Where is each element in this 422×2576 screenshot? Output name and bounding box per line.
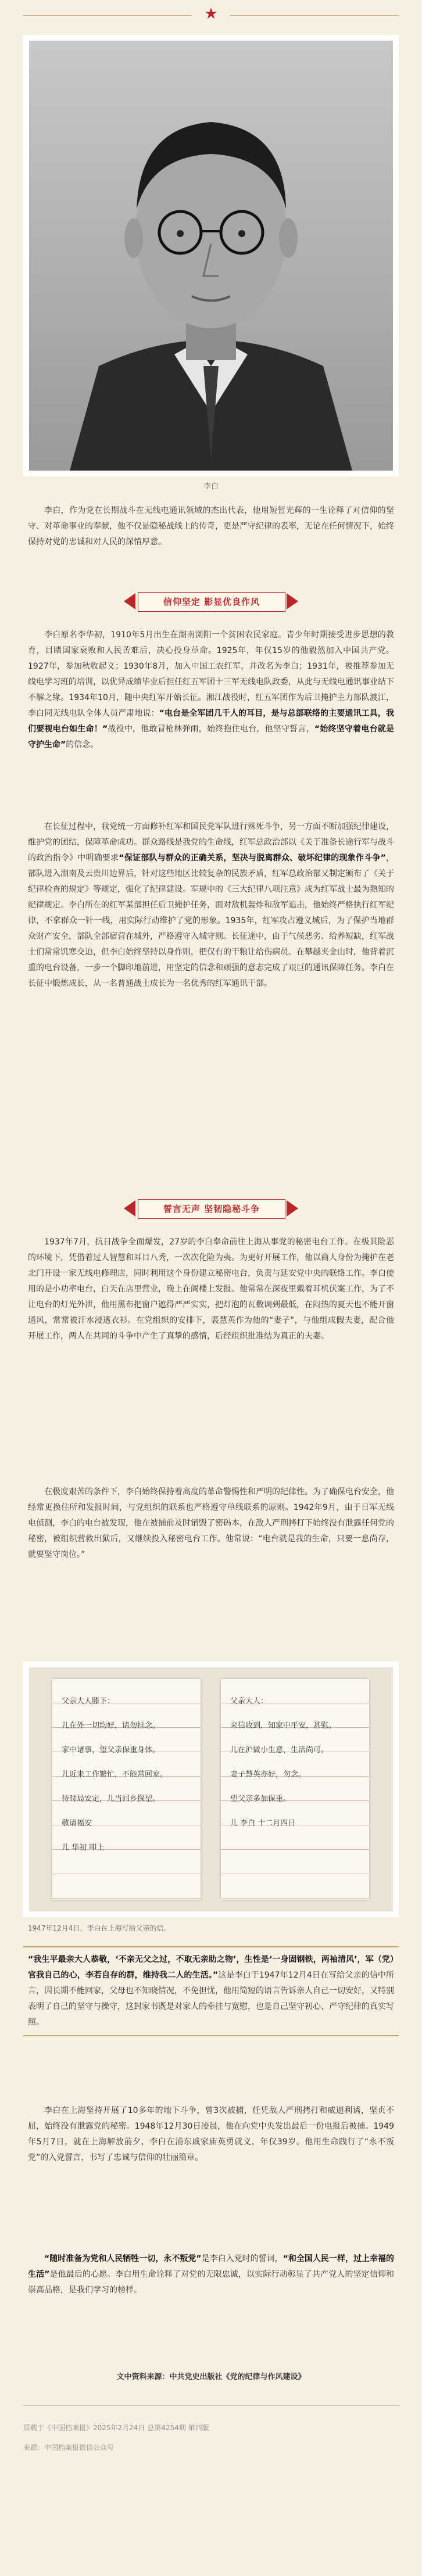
quote-block — [23, 1946, 399, 2036]
letter-right — [221, 1679, 369, 1900]
letter-left-line: 儿在外一切均好，请勿挂念。 — [62, 1721, 160, 1730]
s2-p1-text: 1937年7月，抗日战争全面爆发，27岁的李白奉命前往上海从事党的秘密电台工作。在极其险恶的环境下，凭借着过人智慧和耳目八秀，一次次化险为夷。为更好开展工作，他以商人身份为掩护在老北门开设一家无线电修理店，同时利用这个身份建立秘密电台，负责与延安党中央的联络工作。李白使用的是小功率电台，白天在店里营业，晚上在阁楼上发报。他常常在深夜里戴着耳机伏案工作，为了不让电台的灯光外泄，他用黑布把窗户遮得严严实实，把灯泡的瓦数调到最低，在闷热的夏天也不能开窗通风，常常被汗水浸透衣衫。在党组织的安排下，裘慧英作为他的“妻子”，与他组成假夫妻，配合他开展工作，两人在共同的斗争中产生了真挚的感情，后经组织批准结为真正的夫妻。 — [28, 1237, 394, 1341]
letter-left-lines — [62, 1689, 191, 1860]
s2-p2-text: 在极度艰苦的条件下，李白始终保持着高度的革命警惕性和严明的纪律性。为了确保电台安全，他经常更换住所和发报时间，与党组织的联系也严格遵守单线联系的原则。1942年9月，由于日军无线电侦测，李白的电台被发现，他在被捕前及时销毁了密码本，在敌人严刑拷打下始终没有泄露任何党的秘密，被组织营救出狱后，又继续投入秘密电台工作。他常说：“电台就是我的生命，只要一息尚存，就要坚守岗位。” — [28, 1487, 394, 1559]
quote-paragraph — [28, 1952, 394, 2030]
s1-p2-quote: 《三大纪律八项注意》 — [223, 885, 305, 894]
section2-paragraph-1 — [28, 1235, 394, 1344]
top-ornament — [0, 0, 422, 30]
intro-paragraph — [28, 503, 394, 550]
footer-editor: 来源：中国档案报微信公众号 — [23, 2444, 115, 2452]
closing-paragraph-1 — [28, 2103, 394, 2166]
section-banner-1 — [124, 590, 298, 613]
letter-right-lines — [230, 1689, 360, 1836]
photo-caption: 李白 — [203, 482, 219, 491]
s1-p2-text: 在长征过程中，我党统一方面修补红军和国民党军队进行殊死斗争，另一方面不断加强纪律建设，维护党的团结，保障革命成功。群众路线是我党的生命线，红军总政治部以《关于准备长途行军与战斗的政治指令》中明确要求 — [28, 822, 394, 863]
letter-left-line: 待时局安定，儿当回乡探望。 — [62, 1795, 160, 1803]
section-title-1: 信仰坚定 影显优良作风 — [138, 592, 285, 612]
letter-right-line: 来信收到，知家中平安，甚慰。 — [230, 1721, 337, 1730]
ornament-line-right — [230, 15, 399, 16]
letter-right-line: 望父亲多加保重。 — [230, 1795, 291, 1803]
letter-left — [52, 1679, 201, 1900]
footer-divider — [23, 2405, 399, 2406]
banner-wing-right — [287, 1200, 298, 1217]
s1-p1-bold: “电台是全军团几千人的耳目，是与总部联络的主要通讯工具，我们要视电台如生命！” — [28, 709, 395, 734]
letter-left-line: 家中诸事，望父亲保重身体。 — [62, 1746, 160, 1755]
letters-photo — [23, 1662, 399, 1917]
s1-p2-end: ，部队进入湖南及云贵川边界后，针对这些地区比较复杂的民族矛盾，红军总政治部又制定颁布了《关于纪律检查的规定》等规定，强化了纪律建设。军规中的 — [28, 853, 395, 894]
closing-p2-text: 是李白入党时的誓词， — [201, 2254, 283, 2263]
section-banner-2 — [124, 1197, 298, 1220]
portrait-photo — [23, 35, 399, 476]
closing-p2-bold: “随时准备为党和人民牺牲一切，永不叛党” — [44, 2254, 202, 2263]
section-title-2: 誓言无声 坚韧隐秘斗争 — [138, 1199, 285, 1219]
letter-left-line: 父亲大人膝下： — [62, 1697, 115, 1706]
letters-caption: 1947年12月4日，李白在上海写给父亲的信。 — [28, 1924, 171, 1932]
closing-p2-bold2: “和全国人民一样，过上幸福的生活” — [28, 2254, 395, 2279]
letter-right-line: 妻子慧英亦好，勿念。 — [230, 1770, 306, 1779]
banner-wing-right — [287, 593, 298, 609]
quote-bold: “我生平最亲大人恭敬，‘不亲无父之过，不取无亲助之物’，生性是‘一身固钢铁，两袖清风’，军（党）官我自己的心，李若自存的群，维持我二人的生活。” — [28, 1955, 394, 1980]
letter-left-line: 儿 华初 叩上 — [62, 1843, 105, 1852]
star-emblem-icon: ★ — [204, 5, 218, 23]
intro-text: 李白，作为党在长期战斗在无线电通讯领域的杰出代表，他用短暂光辉的一生诠释了对信仰的坚守、对革命事业的奉献，他不仅是隐秘战线上的传奇，更是严守纪律的表率，无论在任何情况下，始终保持对党的忠诚和对人民的深情厚意。 — [28, 506, 394, 547]
source-note: 文中资料来源：中共党史出版社《党的纪律与作风建设》 — [116, 2373, 306, 2381]
closing-p2-end: 是他最后的心愿。李白用生命诠释了对党的无限忠诚，以实际行动彰显了共产党人的坚定信仰和崇高品格，是我们学习的榜样。 — [28, 2270, 394, 2295]
s1-p2-end2: 成为红军战士最为熟知的纪律规定。李白所在的红军某部担任后卫掩护任务，面对敌机轰炸和敌军追击，他始终严格执行红军纪律，不拿群众一针一线，用实际行动维护了党的形象。1935年，红军攻占遵义城后，为了保护当地群众财产安全，部队全部宿营在城外，严格遵守入城守则。长征途中，由于气候恶劣、给养短缺，红军战士们常常饥寒交迫，但李白始终坚持以身作则，把仅有的干粮让给伤病员。在攀越夹金山时，他背着沉重的电台设备，一步一个脚印地前进，用坚定的信念和顽强的意志完成了艰巨的通讯保障任务。李白在长征中锻炼成长，从一名普通战士成长为一名优秀的红军通讯干部。 — [28, 885, 394, 988]
banner-wing-left — [124, 1200, 135, 1217]
section1-paragraph-2 — [28, 819, 394, 992]
quote-text: 这是李白于1947年12月4日在写给父亲的信中所言，因长期不能回家，父母也不知晓情况，不免担忧，他用简短的语言告诉亲人自己一切安好，又特别表明了自己的坚守与操守，这封家书既是对家人的牵挂与宽慰，也是自己坚守初心、严守纪律的真实写照。 — [28, 1971, 394, 2027]
ornament-line-left — [23, 15, 192, 16]
letter-right-line: 儿在沪做小生意，生活尚可。 — [230, 1746, 329, 1755]
letter-left-line: 儿近来工作繁忙，不能常回家。 — [62, 1770, 168, 1779]
section2-paragraph-2 — [28, 1484, 394, 1563]
closing-p1-text: 李白在上海坚持开展了10多年的地下斗争，曾3次被捕，任凭敌人严刑拷打和威逼利诱，坚贞不屈，始终没有泄露党的秘密。1948年12月30日凌晨，他在向党中央发出最后一份电报后被捕。1949年5月7日，就在上海解放前夕，李白在浦东戚家庙英勇就义，年仅39岁。他用生命践行了“永不叛党”的入党誓言，书写了忠诚与信仰的壮丽篇章。 — [28, 2106, 394, 2162]
letter-left-line: 敬请福安 — [62, 1819, 92, 1828]
banner-wing-left — [124, 593, 135, 609]
s1-p2-bold: “保证部队与群众的正确关系，坚决与脱离群众、破坏纪律的现象作斗争” — [119, 853, 386, 863]
letter-right-line: 父亲大人： — [230, 1697, 269, 1706]
letter-right-line: 儿 李白 十二月四日 — [230, 1819, 296, 1828]
s1-p1-bold2: “始终坚守着电台就是守护生命” — [28, 724, 395, 749]
section1-paragraph-1 — [28, 627, 394, 753]
closing-paragraph-2 — [28, 2251, 394, 2298]
s1-p1-end: 战役中，他敢冒枪林弹雨，始终抱住电台，他坚守誓言， — [108, 724, 314, 734]
footer-original: 原载于《中国档案报》2025年2月24日 总第4254期 第四版 — [23, 2424, 209, 2432]
s1-p1-text: 李白原名李华初，1910年5月出生在湖南浏阳一个贫困农民家庭。青少年时期接受进步思想的教育，目睹国家衰败和人民苦难后，决心投身革命。1925年，年仅15岁的他毅然加入中国共产党。1927年，参加秋收起义；1930年8月，加入中国工农红军，并改名为李白；1931年，被推荐参加无线电学习班的培训，以优异成绩毕业后担任红五军团十三军无线电队政委，从此与无线电通讯事业结下不解之缘。1934年10月，随中央红军开始长征。湘江战役时，红五军团作为后卫掩护主力部队渡江，李白同无线电队全体人员严肃地说： — [28, 630, 394, 718]
s1-p1-end2: 的信念。 — [66, 740, 99, 749]
